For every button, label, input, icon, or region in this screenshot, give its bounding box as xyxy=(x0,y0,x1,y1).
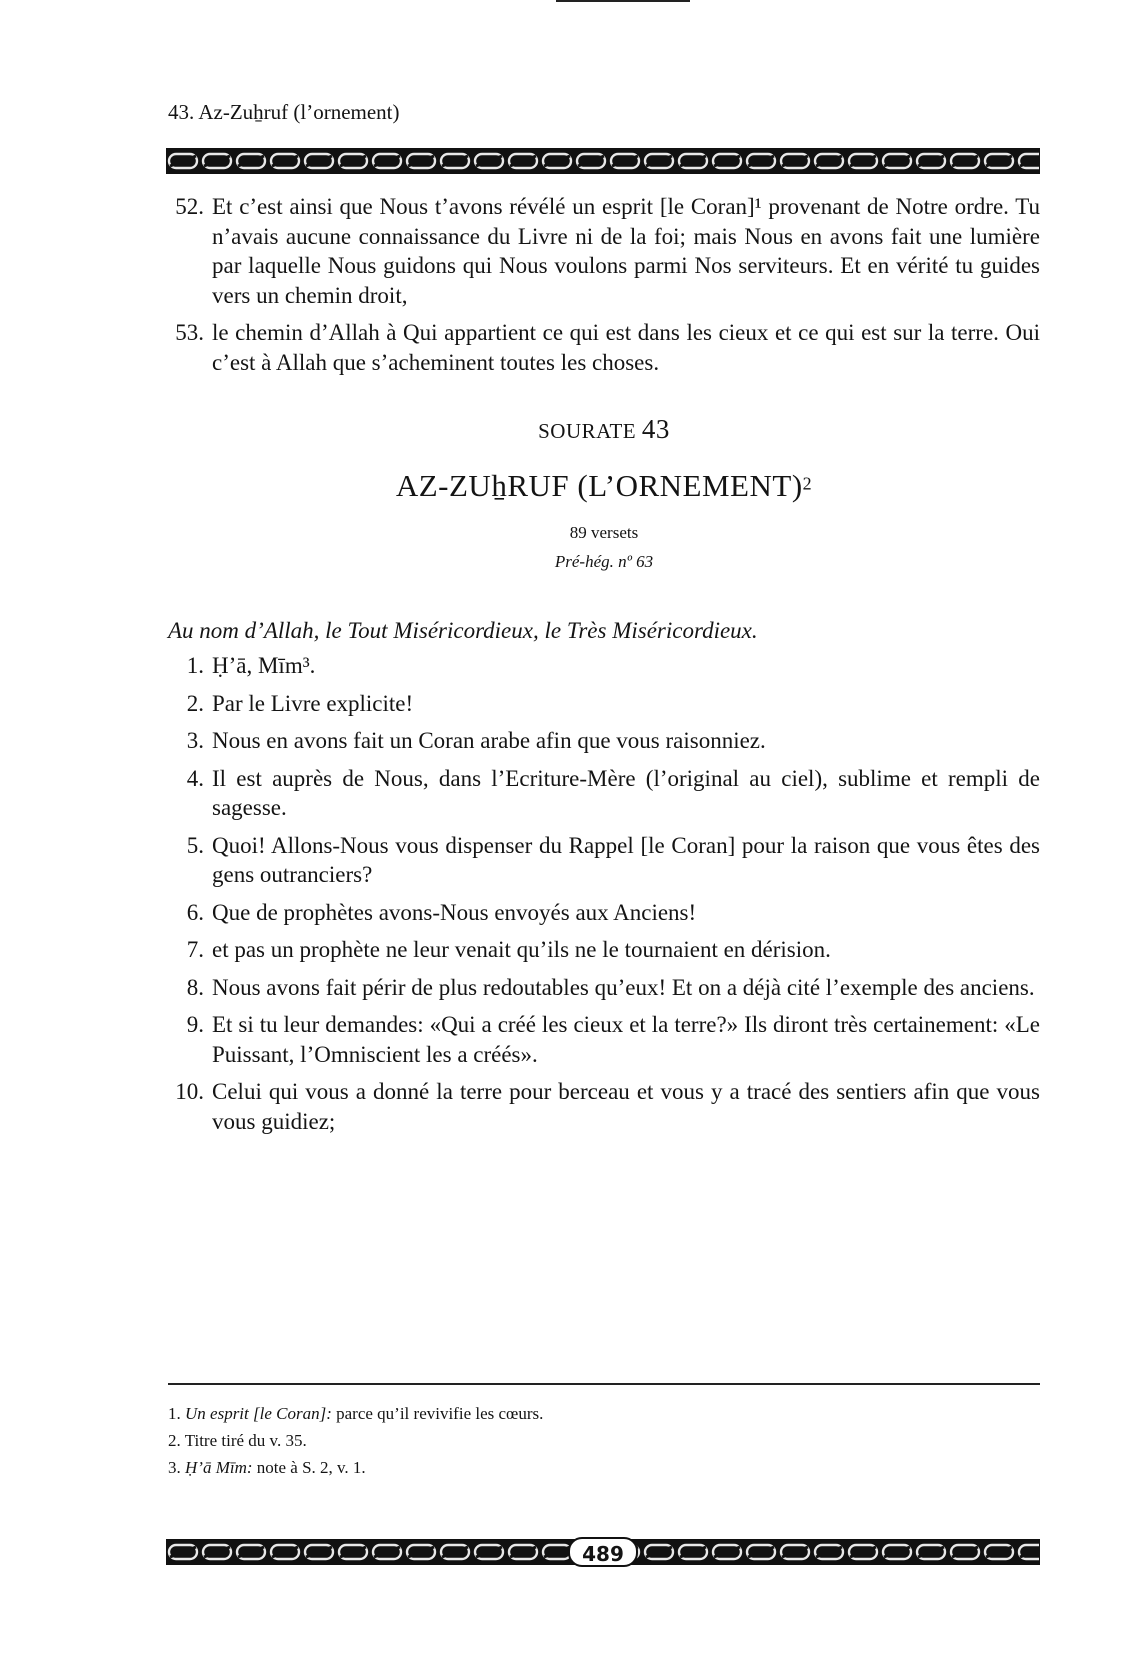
verse-number: 52. xyxy=(175,194,204,219)
verse-9 xyxy=(168,1010,1040,1069)
verse-number: 10. xyxy=(175,1079,204,1104)
verse-number: 4. xyxy=(186,765,204,791)
footnote-number: 3. xyxy=(168,1458,181,1477)
verse-text: Et si tu leur demandes: «Qui a créé les cieux et la terre?» Ils diront très certainement: «Le Puissant, l’Omniscient les a créés». xyxy=(212,1012,1040,1067)
footnote-term: Ḥ’ā Mīm: xyxy=(185,1458,253,1477)
footnote-text: Titre tiré du v. 35. xyxy=(184,1431,307,1450)
sourate-title-text: AZ-ZUẖRUF (L’ORNEMENT) xyxy=(395,468,803,503)
verse-number: 6. xyxy=(186,899,204,925)
verse-8 xyxy=(168,973,1040,1003)
verse-number: 9. xyxy=(186,1012,204,1037)
verse-3 xyxy=(168,726,1040,756)
sourate-number: 43 xyxy=(641,414,670,444)
verse-text: Ḥ’ā, Mīm³. xyxy=(212,653,316,678)
footnote-ref-2: 2 xyxy=(802,473,813,494)
verse-5 xyxy=(168,831,1040,890)
footnote-text: parce qu’il revivifie les cœurs. xyxy=(331,1404,544,1423)
verse-text: Nous en avons fait un Coran arabe afin que vous raisonniez. xyxy=(212,728,766,753)
verse-number: 3. xyxy=(186,728,204,753)
verses-top xyxy=(168,192,1040,385)
verse-number: 5. xyxy=(186,832,204,858)
verse-text: Et c’est ainsi que Nous t’avons révélé un esprit [le Coran]¹ provenant de Notre ordre. Tu n’avais aucune connaissance du Livre ni de la foi; mais Nous en avons fait une lumière par laquelle Nous guidons qui Nous voulons parmi Nos serviteurs. Et en vérité tu guides vers un chemin droit, xyxy=(212,194,1040,308)
verse-number: 8. xyxy=(186,974,204,1000)
basmala: Au nom d’Allah, le Tout Miséricordieux, le Très Miséricordieux. xyxy=(168,618,758,643)
footnote-number: 1. xyxy=(168,1404,181,1423)
verse-6 xyxy=(168,898,1040,928)
sourate-heading xyxy=(168,414,1040,445)
page-number: 489 xyxy=(568,1537,638,1567)
top-rule xyxy=(556,0,690,2)
verse-1 xyxy=(168,651,1040,681)
verse-number: 2. xyxy=(186,690,204,716)
verse-text: le chemin d’Allah à Qui appartient ce qui est dans les cieux et ce qui est sur la terre. Oui c’est à Allah que s’acheminent toutes les choses. xyxy=(212,320,1040,375)
verse-2 xyxy=(168,689,1040,719)
verse-number: 1. xyxy=(186,653,204,678)
footnote-rule xyxy=(168,1383,1040,1385)
verse-text: Celui qui vous a donné la terre pour berceau et vous y a tracé des sentiers afin que vous vous guidiez; xyxy=(212,1079,1040,1134)
verses-list xyxy=(168,651,1040,1144)
verse-53 xyxy=(168,318,1040,377)
verse-number: 53. xyxy=(175,320,204,345)
versets-count: 89 versets xyxy=(569,523,639,542)
sourate-word: SOURATE xyxy=(538,419,637,443)
verse-text: Il est auprès de Nous, dans l’Ecriture-Mère (l’original au ciel), sublime et rempli de sagesse. xyxy=(212,765,1040,820)
verse-text: Par le Livre explicite! xyxy=(212,690,414,716)
footnote-term: Un esprit [le Coran]: xyxy=(185,1404,332,1423)
footnote-3 xyxy=(168,1454,543,1481)
footnotes xyxy=(168,1400,543,1481)
running-head: 43. Az-Zuẖruf (l’ornement) xyxy=(168,100,400,124)
verse-text: Nous avons fait périr de plus redoutables qu’eux! Et on a déjà cité l’exemple des anciens. xyxy=(212,974,1035,1000)
verse-52 xyxy=(168,192,1040,310)
sourate-title xyxy=(168,468,1040,504)
verse-number: 7. xyxy=(186,937,204,962)
verse-text: Que de prophètes avons-Nous envoyés aux Anciens! xyxy=(212,899,697,925)
sourate-label xyxy=(168,414,1040,445)
verse-4 xyxy=(168,764,1040,823)
verse-text: et pas un prophète ne leur venait qu’ils ne le tournaient en dérision. xyxy=(212,937,831,962)
footnote-text: note à S. 2, v. 1. xyxy=(252,1458,366,1477)
preheg-number: Pré-hég. nº 63 xyxy=(554,552,654,571)
ornamental-border-top xyxy=(166,148,1040,174)
verse-7 xyxy=(168,935,1040,965)
verse-10 xyxy=(168,1077,1040,1136)
footnote-1 xyxy=(168,1400,543,1427)
footnote-2 xyxy=(168,1427,543,1454)
verse-text: Quoi! Allons-Nous vous dispenser du Rappel [le Coran] pour la raison que vous êtes des gens outranciers? xyxy=(212,832,1040,887)
footnote-number: 2. xyxy=(168,1431,181,1450)
